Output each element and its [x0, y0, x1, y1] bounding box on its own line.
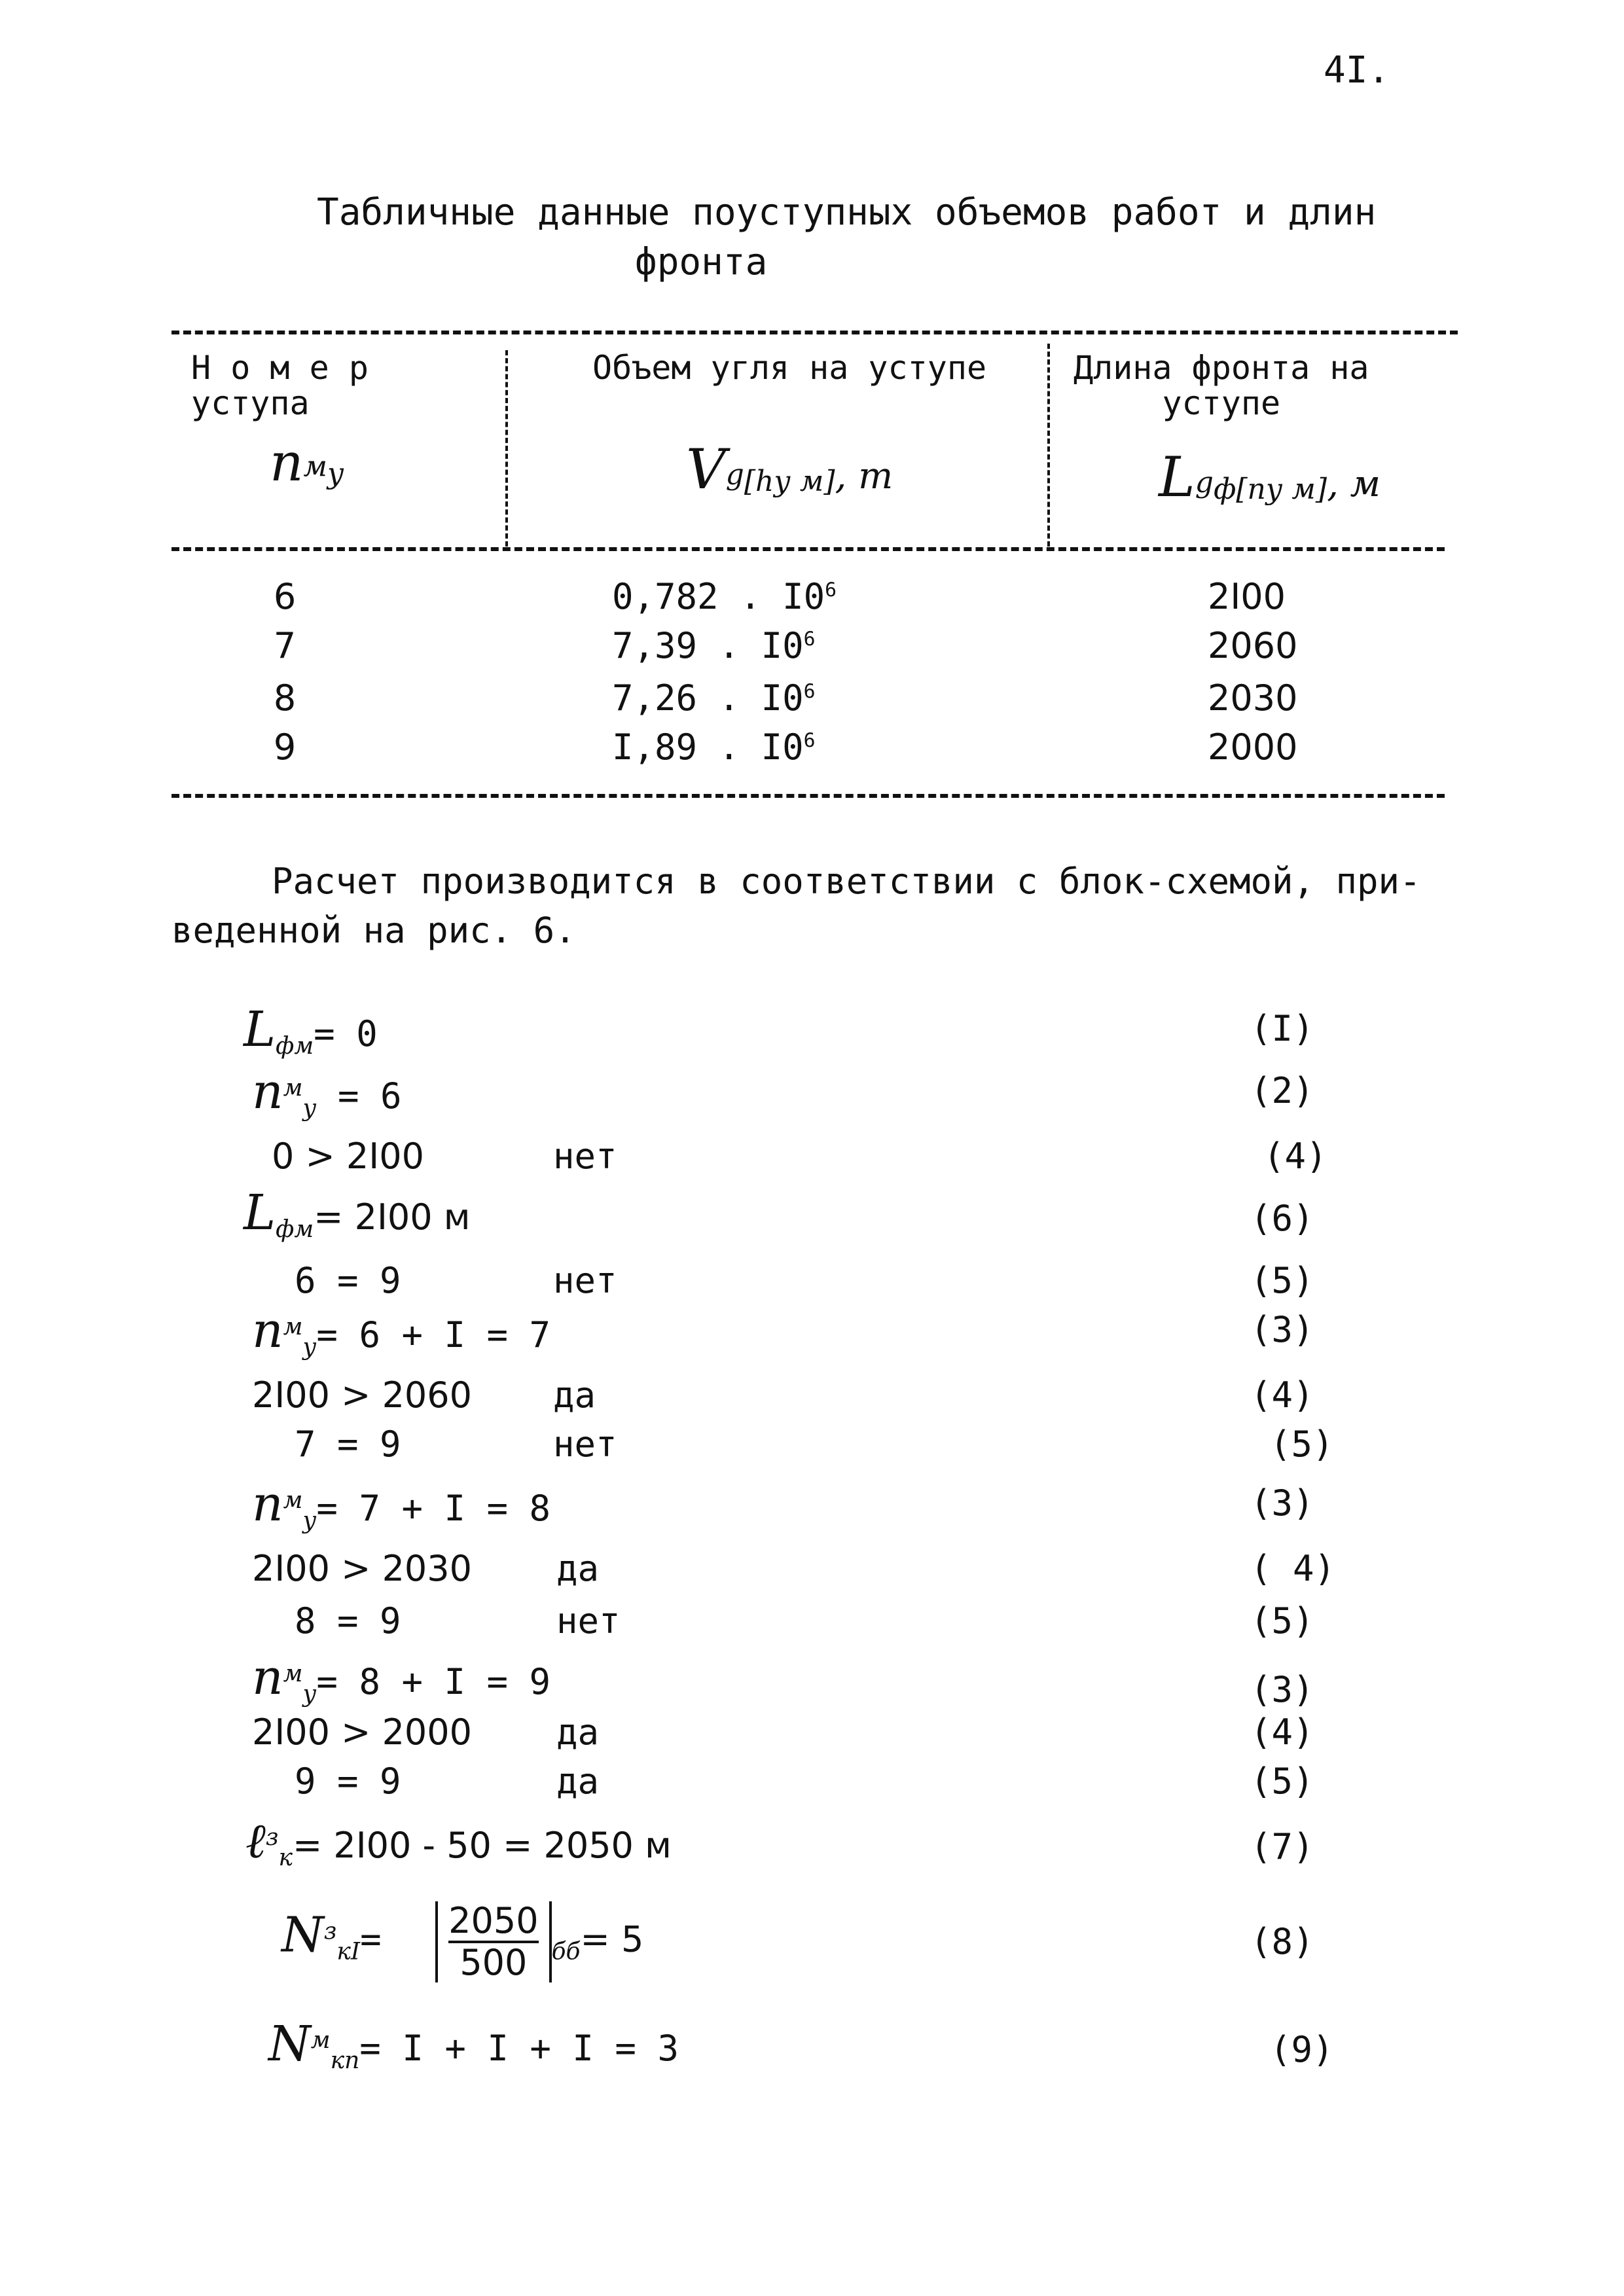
table-row-2-volume: 7,39 . $I0^6$ — [612, 625, 816, 666]
table-row-1-volume: 0,782 . $I0^6$ — [612, 576, 837, 617]
header-front-label: Длина фронта на уступе — [1074, 349, 1369, 422]
fraction-denominator: 500 — [460, 1942, 528, 1983]
header-stage-symbol: $n^м_у$ — [270, 432, 344, 493]
equation-5-word: нет — [553, 1260, 617, 1301]
header-volume-symbol: $V^g_{[hу м]}$, m — [686, 437, 893, 501]
equation-17: $N^м_{кп}= I + I + I = 3$ — [268, 2016, 679, 2074]
page-number: 4I. — [1324, 49, 1390, 92]
equation-10-word: да — [556, 1548, 600, 1589]
table-title-line2: фронта — [635, 241, 768, 283]
table-title-line1: Табличные данные поуступных объемов работ и длин — [317, 191, 1377, 234]
column-divider-2 — [1047, 344, 1050, 547]
equation-8-number: (5) — [1270, 1424, 1334, 1465]
table-row-4-stage: 9 — [273, 726, 297, 768]
paragraph-line1: Расчет производится в соответствии с блок-схемой, при- — [272, 861, 1421, 902]
equation-12: $n^м_у= 8 + I = 9$ — [252, 1649, 551, 1708]
table-top-rule — [171, 331, 1458, 334]
table-row-3-front: 2030 — [1208, 677, 1298, 719]
header-front-symbol: $L^g_{ф[nу м]}$, м — [1159, 445, 1381, 509]
equation-7-number: (4) — [1250, 1374, 1314, 1416]
equation-6-number: (3) — [1250, 1309, 1314, 1350]
equation-12-number: (3) — [1250, 1669, 1314, 1710]
column-divider-1 — [505, 350, 508, 547]
fraction-result: = 5 — [580, 1918, 644, 1960]
equation-9-number: (3) — [1250, 1482, 1314, 1524]
equation-4: $L_{фм}= 2I00$ м — [244, 1185, 471, 1243]
equation-13-word: да — [556, 1712, 600, 1753]
table-row-3-volume: 7,26 . $I0^6$ — [612, 677, 816, 719]
table-row-2-stage: 7 — [273, 625, 297, 666]
equation-5: 6 = 9 — [295, 1260, 401, 1301]
equation-15: ℓ$^з_к$= 2I00 - 50 = 2050 м — [245, 1813, 672, 1871]
equation-17-number: (9) — [1270, 2029, 1334, 2070]
equation-13-number: (4) — [1250, 1712, 1314, 1753]
table-bottom-rule — [171, 794, 1445, 798]
equation-4-number: (6) — [1250, 1198, 1314, 1239]
equation-14-number: (5) — [1250, 1761, 1314, 1802]
equation-14-word: да — [556, 1761, 600, 1802]
equation-10-number: ( 4) — [1250, 1548, 1336, 1589]
equation-16: $N^з_{кI}=$ $\frac{2050}{500}$ $_{бб}$= 5 — [281, 1900, 644, 1983]
equation-8: 7 = 9 — [295, 1424, 401, 1465]
table-row-1-front: 2I00 — [1208, 576, 1286, 617]
equation-7: 2I00 > 2060 — [252, 1374, 472, 1416]
paragraph-line2: веденной на рис. 6. — [171, 910, 576, 951]
equation-1: $L_{фм}= 0$ — [244, 1001, 378, 1060]
equation-10: 2I00 > 2030 — [252, 1548, 472, 1589]
equation-5-number: (5) — [1250, 1260, 1314, 1301]
equation-7-word: да — [553, 1374, 596, 1416]
table-row-4-volume: I,89 . $I0^6$ — [612, 726, 816, 768]
header-volume-label: Объем угля на уступе — [592, 349, 987, 387]
equation-11-number: (5) — [1250, 1600, 1314, 1641]
equation-8-word: нет — [553, 1424, 617, 1465]
equation-2: $n^м_у = 6$ — [252, 1064, 402, 1122]
equation-3: 0 > 2I00 — [272, 1136, 424, 1177]
equation-6: $n^м_у= 6 + I = 7$ — [252, 1302, 551, 1361]
table-row-1-stage: 6 — [273, 576, 297, 617]
fraction-numerator: 2050 — [448, 1901, 538, 1943]
equation-11-word: нет — [556, 1600, 621, 1641]
equation-16-number: (8) — [1250, 1921, 1314, 1962]
equation-15-number: (7) — [1250, 1826, 1314, 1867]
header-stage-label: Н о м е р уступа — [191, 349, 369, 422]
equation-11: 8 = 9 — [295, 1600, 401, 1641]
fraction-subscript: бб — [551, 1938, 581, 1965]
equation-3-word: нет — [553, 1136, 617, 1177]
table-row-2-front: 2060 — [1208, 625, 1298, 666]
equation-14: 9 = 9 — [295, 1761, 401, 1802]
equation-13: 2I00 > 2000 — [252, 1712, 472, 1753]
equation-3-number: (4) — [1263, 1136, 1327, 1177]
equation-2-number: (2) — [1250, 1070, 1314, 1111]
equation-1-number: (I) — [1250, 1008, 1314, 1049]
fraction-bracket — [435, 1901, 551, 1982]
equation-9: $n^м_у= 7 + I = 8$ — [252, 1476, 551, 1534]
table-row-3-stage: 8 — [273, 677, 297, 719]
table-header-rule — [171, 547, 1445, 551]
table-row-4-front: 2000 — [1208, 726, 1298, 768]
